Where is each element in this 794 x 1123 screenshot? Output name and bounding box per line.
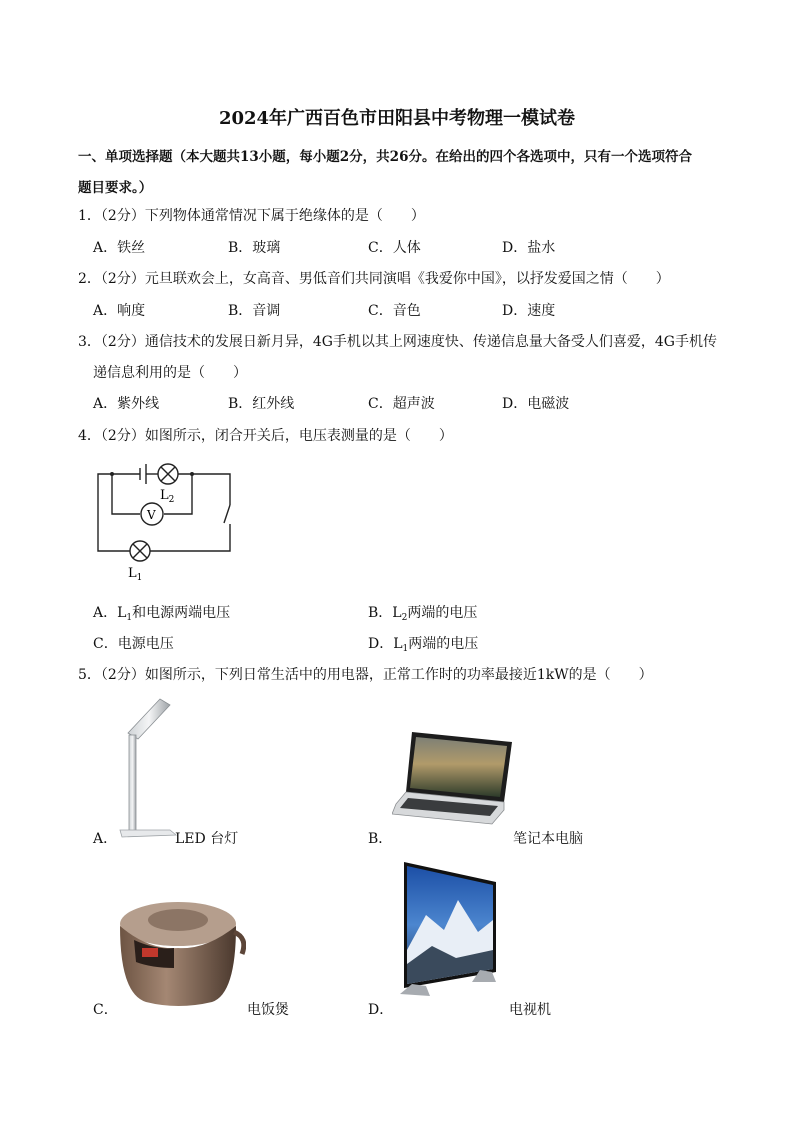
lamp-l2-label: $L_2$ <box>160 488 175 505</box>
question-3-stem: 3．（2分）通信技术的发展日新月异，4G手机以其上网速度快、传递信息量大备受人们喜爱，4G手机传 <box>78 334 717 350</box>
q3-option-a: A．紫外线 <box>93 396 160 412</box>
question-2-stem: 2．（2分）元旦联欢会上，女高音、男低音们共同演唱《我爱你中国》，以抒发爱国之情（ ） <box>78 271 670 287</box>
voltmeter-label: V <box>147 508 156 522</box>
q3-option-b: B．红外线 <box>228 396 295 412</box>
q4-option-c: C．电源电压 <box>93 636 174 652</box>
q4-option-d: D．$L_1$两端的电压 <box>368 636 479 654</box>
q2-option-a: A．响度 <box>93 303 146 319</box>
q1-option-d: D．盐水 <box>502 240 556 256</box>
q5-option-d-text: 电视机 <box>509 1002 551 1018</box>
q4-option-b: B．$L_2$两端的电压 <box>368 605 478 623</box>
page-title: 2024年广西百色市田阳县中考物理一模试卷 <box>218 108 576 129</box>
question-3-stem-cont: 递信息利用的是（ ） <box>93 365 247 381</box>
question-4-stem: 4．（2分）如图所示，闭合开关后，电压表测量的是（ ） <box>78 428 453 444</box>
circuit-diagram <box>90 455 250 585</box>
q5-option-a-label: A． <box>93 831 118 847</box>
q5-option-c-label: C． <box>93 1002 118 1018</box>
television-image <box>396 860 500 998</box>
q5-option-b-text: 笔记本电脑 <box>513 831 583 847</box>
q1-option-a: A．铁丝 <box>93 240 146 256</box>
q4-option-a: A．$L_1$和电源两端电压 <box>93 605 231 623</box>
q1-option-b: B．玻璃 <box>228 240 281 256</box>
q5-option-b-label: B． <box>368 831 393 847</box>
q3-option-c: C．超声波 <box>368 396 435 412</box>
section-heading-cont: 题目要求。） <box>78 180 153 196</box>
laptop-image <box>392 728 514 826</box>
q5-option-d-label: D． <box>368 1002 394 1018</box>
q2-option-d: D．速度 <box>502 303 556 319</box>
q5-option-c-text: 电饭煲 <box>247 1002 289 1018</box>
lamp-l1-label: $L_1$ <box>128 566 143 583</box>
q2-option-c: C．音色 <box>368 303 421 319</box>
q1-option-c: C．人体 <box>368 240 421 256</box>
led-lamp-image <box>118 695 180 840</box>
q5-option-a-text: LED 台灯 <box>175 831 239 847</box>
question-1-stem: 1．（2分）下列物体通常情况下属于绝缘体的是（ ） <box>78 208 425 224</box>
q2-option-b: B．音调 <box>228 303 281 319</box>
section-heading: 一、单项选择题（本大题共13小题，每小题2分，共26分。在给出的四个各选项中，只有一个选项符合 <box>78 149 692 165</box>
question-5-stem: 5．（2分）如图所示，下列日常生活中的用电器，正常工作时的功率最接近1kW的是（ ） <box>78 667 653 683</box>
rice-cooker-image <box>116 892 246 1010</box>
q3-option-d: D．电磁波 <box>502 396 570 412</box>
